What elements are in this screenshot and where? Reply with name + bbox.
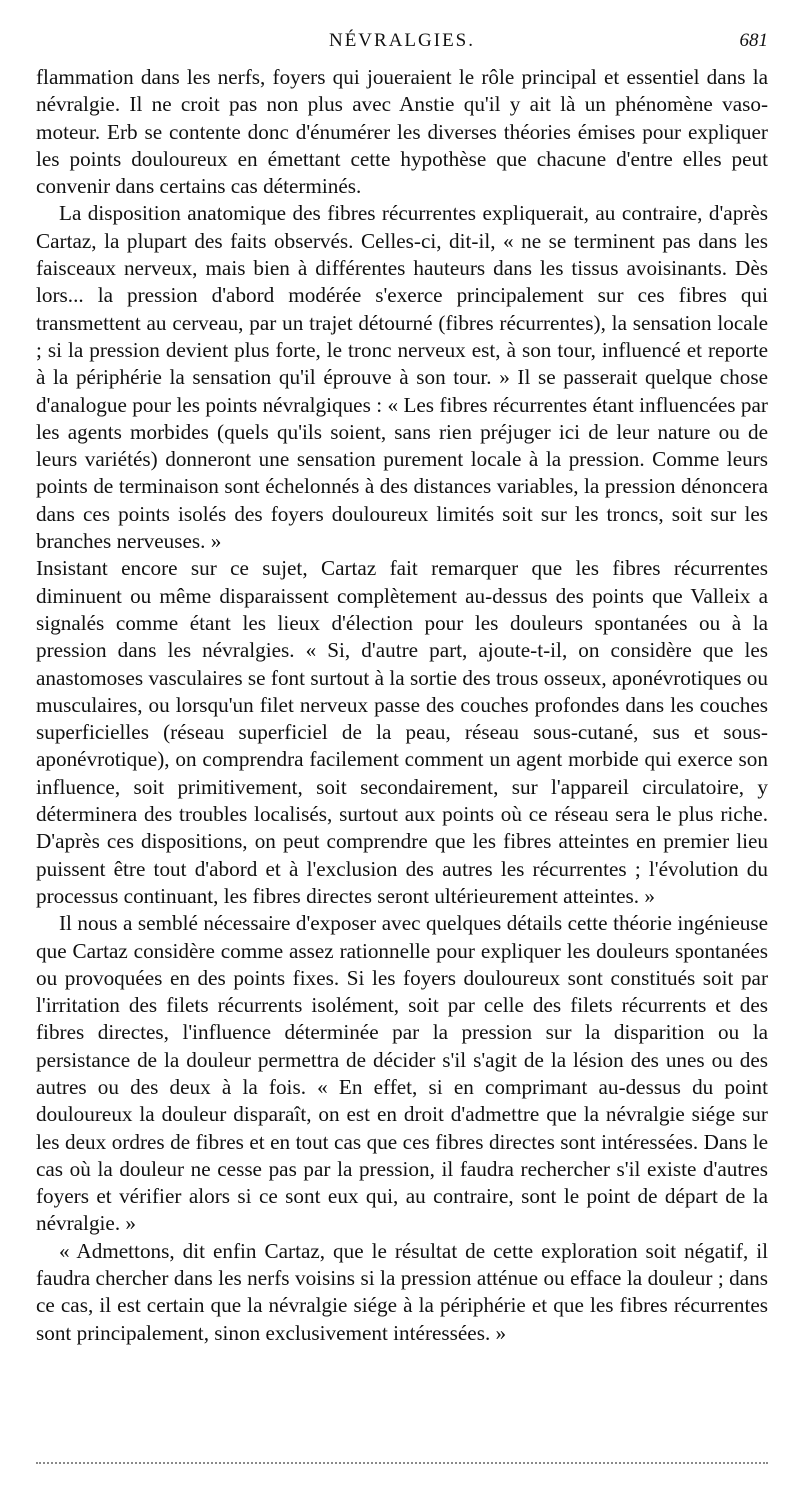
chapter-title: NÉVRALGIES.: [328, 30, 476, 51]
paragraph: Il nous a semblé nécessaire d'exposer avec quelques détails cette théorie ingénieuse que Cartaz considère comme assez rationnelle pour expliquer les douleurs spontanées ou provoquées en des points fixes. Si les foyers douloureux sont constitués soit par l'irritation des filets récurrents isolément, soit par celle des filets récurrents et des fibres directes, l'influence déterminée par la pression sur la disparition ou la persistance de la douleur permettra de décider s'il s'agit de la lésion des unes ou des autres ou des deux à la fois. « En effet, si en comprimant au-dessus du point douloureux la douleur disparaît, on est en droit d'admettre que la névralgie siége sur les deux ordres de fibres et en tout cas que ces fibres directes sont intéressées. Dans le cas où la douleur ne cesse pas par la pression, il faudra rechercher s'il existe d'autres foyers et vérifier alors si ce sont eux qui, au contraire, sont le point de départ de la névralgie. »: [36, 911, 768, 1236]
page-number: 681: [739, 30, 768, 51]
paragraph: flammation dans les nerfs, foyers qui joueraient le rôle principal et essentiel dans la névralgie. Il ne croit pas non plus avec Anstie qu'il y ait là un phénomène vaso-moteur. Erb se contente donc d'énumérer les diverses théories émises pour expliquer les points douloureux en émettant cette hypothèse que chacune d'entre elles peut convenir dans certains cas déterminés.: [36, 65, 768, 199]
body-text: [36, 64, 768, 1347]
paragraph: Insistant encore sur ce sujet, Cartaz fait remarquer que les fibres récurrentes diminuent ou même disparaissent complètement au-dessus des points que Valleix a signalés comme étant les lieux d'élection pour les douleurs spontanées ou à la pression dans les névralgies. « Si, d'autre part, ajoute-t-il, on considère que les anastomoses vasculaires se font surtout à la sortie des trous osseux, aponévrotiques ou musculaires, ou lorsqu'un filet nerveux passe des couches profondes dans les couches superficielles (réseau superficiel de la peau, réseau sous-cutané, sus et sous-aponévrotique), on comprendra facilement comment un agent morbide qui exerce son influence, soit primitivement, soit secondairement, sur l'appareil circulatoire, y déterminera des troubles localisés, surtout aux points où ce réseau sera le plus riche. D'après ces dispositions, on peut comprendre que les fibres atteintes en premier lieu puissent être tout d'abord et à l'exclusion des autres les récurrentes ; l'évolution du processus continuant, les fibres directes seront ultérieurement atteintes. »: [36, 556, 768, 908]
footnote-divider: [36, 1462, 768, 1464]
paragraph: La disposition anatomique des fibres récurrentes expliquerait, au contraire, d'après Cartaz, la plupart des faits observés. Celles-ci, dit-il, « ne se terminent pas dans les faisceaux nerveux, mais bien à différentes hauteurs dans les tissus avoisinants. Dès lors... la pression d'abord modérée s'exerce principalement sur ces fibres qui transmettent au cerveau, par un trajet détourné (fibres récurrentes), la sensation locale ; si la pression devient plus forte, le tronc nerveux est, à son tour, influencé et reporte à la périphérie la sensation qu'il éprouve à son tour. » Il se passerait quelque chose d'analogue pour les points névralgiques : « Les fibres récurrentes étant influencées par les agents morbides (quels qu'ils soient, sans rien préjuger ici de leur nature ou de leurs variétés) donneront une sensation purement locale à la pression. Comme leurs points de terminaison sont échelonnés à des distances variables, la pression dénoncera dans ces points isolés des foyers douloureux limités soit sur les troncs, soit sur les branches nerveuses. »: [36, 201, 768, 554]
running-head: [36, 30, 768, 64]
paragraph: « Admettons, dit enfin Cartaz, que le résultat de cette exploration soit négatif, il faudra chercher dans les nerfs voisins si la pression atténue ou efface la douleur ; dans ce cas, il est certain que la névralgie siége à la périphérie et que les fibres récurrentes sont principalement, sinon exclusivement intéressées. »: [36, 1238, 768, 1345]
book-page: [36, 30, 768, 1347]
